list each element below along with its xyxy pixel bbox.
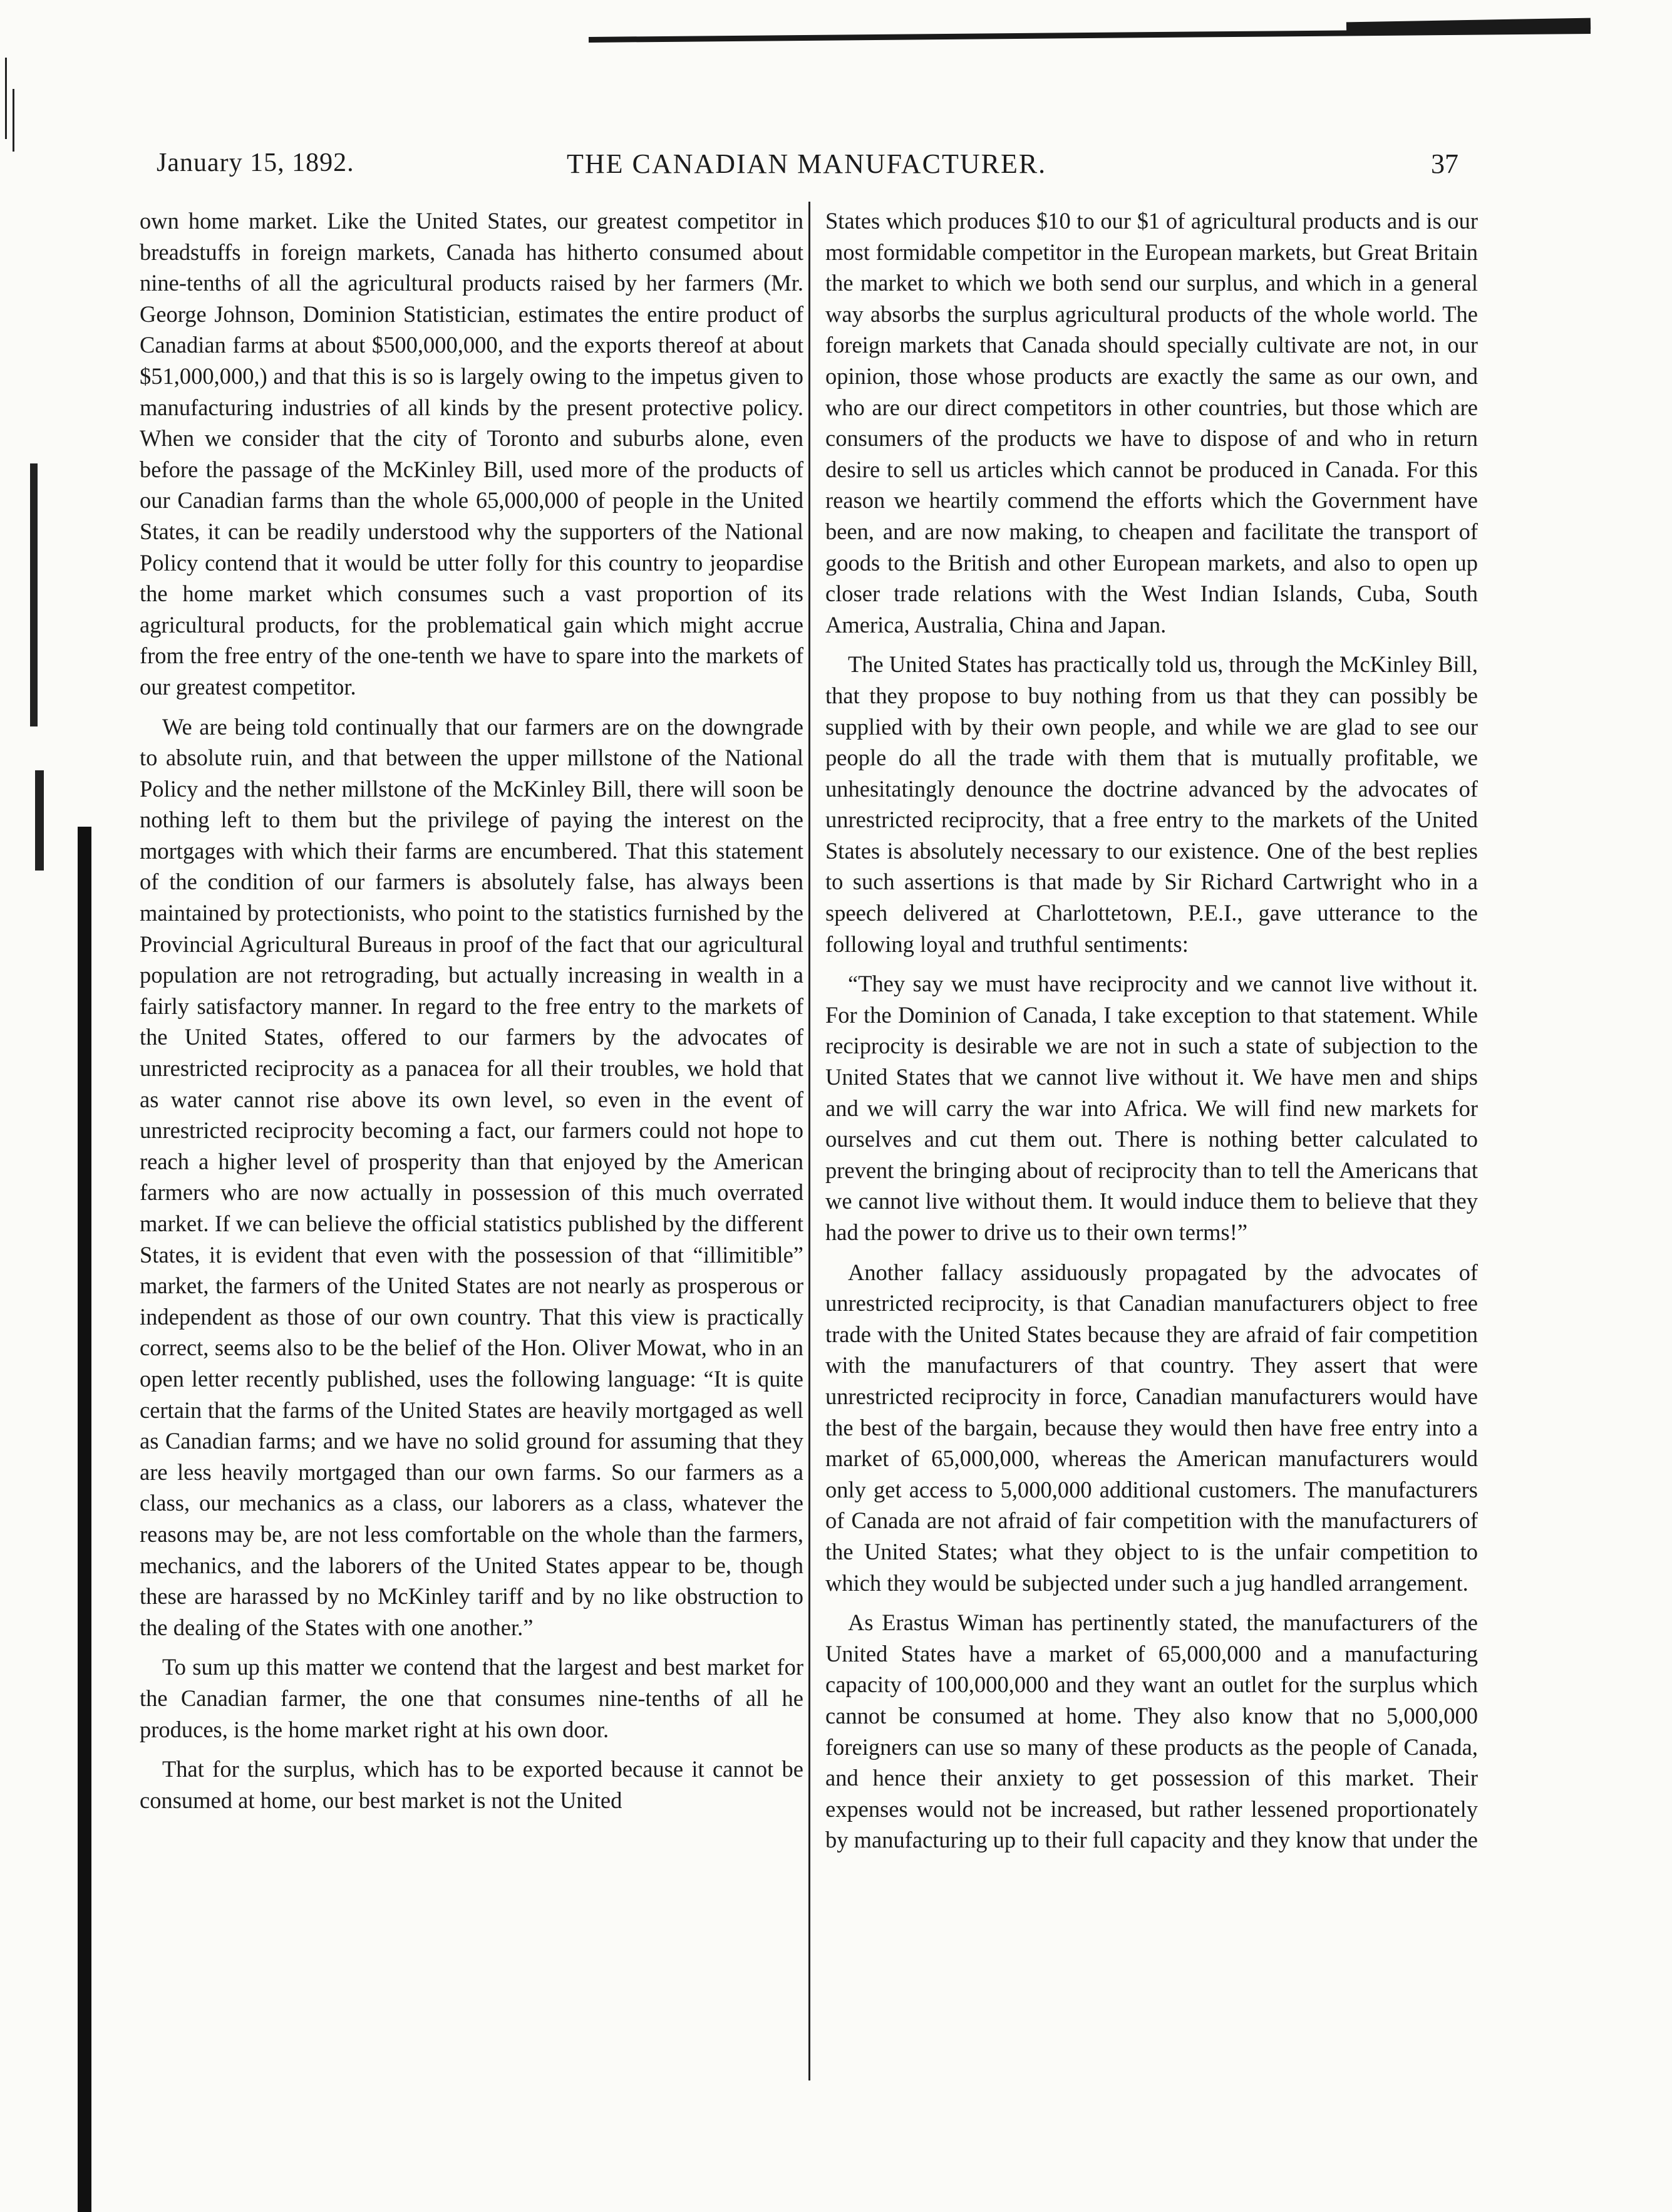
paragraph: The United States has practically told us, through the McKinley Bill, that they propose to buy nothing from us that they can possibly be supplied with by their own people, and while we are glad to see our people do all the trade with them that is mutually profitable, we unhesitatingly denounce the doctrine advanced by the advocates of unrestricted reciprocity, that a free entry to the markets of the United States is absolutely necessary to our existence. One of the best replies to such assertions is that made by Sir Richard Cartwright who in a speech delivered at Charlottetown, P.E.I., gave utterance to the following loyal and truthful sentiments: — [825, 651, 1478, 957]
column-divider — [808, 202, 810, 2080]
paragraph: To sum up this matter we contend that the largest and best market for the Canadian farmer, the one that consumes nine-tenths of all he produces, is the home market right at his own door. — [140, 1654, 803, 1742]
paragraph: That for the surplus, which has to be exported because it cannot be consumed at home, our best market is not the United — [140, 1756, 803, 1813]
paragraph: States which produces $10 to our $1 of agricultural products and is our most formidable competitor in the European markets, but Great Britain the market to which we both send our surplus, and which in a general way absorbs the surplus agricultural products of the whole world. The foreign markets that Canada should specially cultivate are not, in our opinion, those whose products are exactly the same as our own, and who are our direct competitors in other countries, but those which are consumers of the products we have to dispose of and who in return desire to sell us articles which cannot be produced in Canada. For this reason we heartily commend the efforts which the Government have been, and are now making, to cheapen and facilitate the transport of goods to the British and other European markets, and also to open up closer trade relations with the West Indian Islands, Cuba, South America, Australia, China and Japan. — [825, 208, 1478, 638]
paragraph: own home market. Like the United States, our greatest competitor in breadstuffs in foreign markets, Canada has hitherto consumed about nine-tenths of all the agricultural products raised by her farmers (Mr. George Johnson, Dominion Statistician, estimates the entire product of Canadian farms at about $500,000,000, and the exports thereof at about $51,000,000,) and that this is so is largely owing to the impetus given to manufacturing industries of all kinds by the present protective policy. When we consider that the city of Toronto and suburbs alone, even before the passage of the McKinley Bill, used more of the products of our Canadian farms than the whole 65,000,000 of people in the United States, it can be readily understood why the supporters of the National Policy contend that it would be utter folly for this country to jeopardise the home market which consumes such a vast proportion of its agricultural products, for the problematical gain which might accrue from the free entry of the one-tenth we have to spare into the markets of our greatest competitor. — [140, 208, 803, 700]
paragraph: Another fallacy assiduously propagated by the advocates of unrestricted reciprocity, is that Canadian manufacturers object to free trade with the United States because they are afraid of fair competition with the manufacturers of that country. They assert that were unrestricted reciprocity in force, Canadian manufacturers would have the best of the bargain, because they would then have free entry into a market of 65,000,000, whereas the American manufacturers would only get access to 5,000,000 additional customers. The manufacturers of Canada are not afraid of fair competition with the manufacturers of the United States; what they object to is the unfair competition to which they would be subjected under such a jug handled arrangement. — [825, 1259, 1478, 1596]
quotation-paragraph: “They say we must have reciprocity and we cannot live without it. For the Dominion of Canada, I take exception to that statement. While reciprocity is desirable we are not in such a state of subjection to the United States that we cannot live without it. We have men and ships and we will carry the war into Africa. We will find new markets for ourselves and cut them out. There is nothing better calculated to prevent the bringing about of reciprocity than to tell the Americans that we cannot live without them. It would induce them to believe that they had the power to drive us to their own terms!” — [825, 971, 1478, 1245]
scan-binding-bar — [78, 827, 91, 2212]
publication-title: THE CANADIAN MANUFACTURER. — [567, 148, 1047, 179]
issue-date: January 15, 1892. — [157, 148, 354, 177]
page-header — [0, 148, 1672, 185]
paragraph: We are being told continually that our farmers are on the downgrade to absolute ruin, and that between the upper millstone of the National Policy and the nether millstone of the McKinley Bill, there will soon be nothing left to them but the privilege of paying the interest on the mortgages with which their farms are encumbered. That this statement of the condition of our farmers is absolutely false, has always been maintained by protectionists, who point to the statistics furnished by the Provincial Agricultural Bureaus in proof of the fact that our agricultural population are not retrograding, but actually increasing in wealth in a fairly satisfactory manner. In regard to the free entry to the markets of the United States, offered to our farmers by the advocates of unrestricted reciprocity as a panacea for all their troubles, we hold that as water cannot rise above its own level, so even in the event of unrestricted reciprocity becoming a fact, our farmers could not hope to reach a higher level of prosperity than that enjoyed by the American farmers who are now actually in possession of this much overrated market. If we can believe the official statistics published by the different States, it is evident that even with the possession of that “illimitible” market, the farmers of the United States are not nearly as prosperous or independent as those of our own country. That this view is practically correct, seems also to be the belief of the Hon. Oliver Mowat, who in an open letter recently published, uses the following language: “It is quite certain that the farms of the United States are heavily mortgaged as well as Canadian farms; and we have no solid ground for assuming that they are less heavily mortgaged than our own farms. So our farmers as a class, our mechanics as a class, our laborers as a class, whatever the reasons may be, are not less comfortable on the whole than the farmers, mechanics, and the laborers of the United States appear to be, though these are harassed by no McKinley tariff and by no like obstruction to the dealing of the States with one another.” — [140, 713, 803, 1640]
margin-mark — [30, 463, 38, 726]
right-column — [825, 205, 1478, 1856]
left-column — [140, 205, 803, 1816]
margin-mark — [35, 770, 44, 871]
margin-mark — [13, 89, 14, 152]
margin-mark — [5, 58, 7, 139]
paragraph: As Erastus Wiman has pertinently stated, the manufacturers of the United States have a market of 65,000,000 and a manufacturing capacity of 100,000,000 and they want an outlet for the surplus which cannot be consumed at home. They also know that no 5,000,000 foreigners can use so many of these products as the people of Canada, and hence their anxiety to get possession of this market. Their expenses would not be increased, but rather lessened proportionately by manufacturing up to their full capacity and they know that under the — [825, 1610, 1478, 1853]
page-number: 37 — [1431, 148, 1458, 179]
